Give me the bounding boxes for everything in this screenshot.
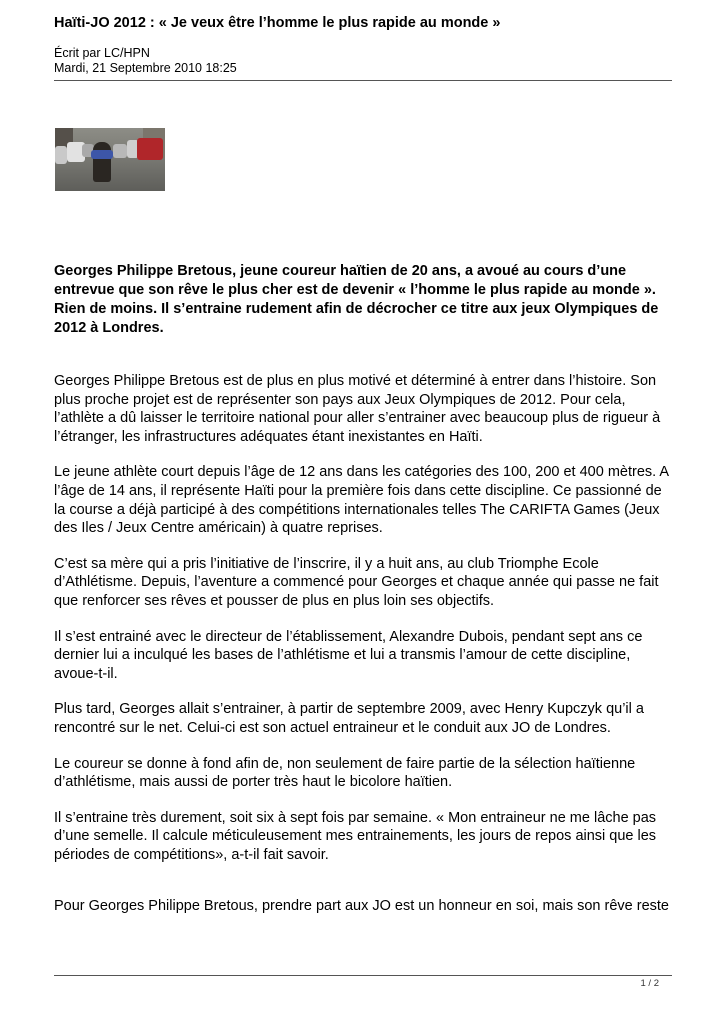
paragraph: Pour Georges Philippe Bretous, prendre part aux JO est un honneur en soi, mais son rêve reste — [54, 898, 669, 915]
article-photo — [55, 128, 165, 191]
paragraph: Plus tard, Georges allait s’entrainer, à partir de septembre 2009, avec Henry Kupczyk qu’il a rencontré sur le net. Celui-ci est son actuel entraineur et le conduit aux JO de Londres. — [54, 701, 644, 736]
page-number: 1 / 2 — [640, 978, 659, 989]
header-divider — [54, 80, 672, 81]
paragraph: Georges Philippe Bretous est de plus en plus motivé et déterminé à entrer dans l’histoire. Son plus proche projet est de représenter son pays aux Jeux Olympiques de 2012. Pour cela, l’athlète a dû laisser le territoire national pour aller s’entrainer avec beaucoup plus de rigueur à l’étranger, les infrastructures adéquates étant inexistantes en Haïti. — [54, 373, 661, 445]
runner-figure — [93, 142, 111, 182]
article-lead: Georges Philippe Bretous, jeune coureur haïtien de 20 ans, a avoué au cours d’une entrevue que son rêve le plus cher est de devenir « l’homme le plus rapide au monde ». Rien de moins. Il s’entraine rudement afin de décrocher ce titre aux jeux Olympiques de 2012 à Londres. — [54, 263, 659, 336]
paragraph: Le jeune athlète court depuis l’âge de 12 ans dans les catégories des 100, 200 et 400 mètres. A l’âge de 14 ans, il représente Haïti pour la première fois dans cette discipline. Ce passionné de la course a déjà participé à des compétitions internationales telles The CARIFTA Games (Jeux des Iles / Jeux Centre américain) à quatre reprises. — [54, 464, 669, 537]
article-body — [54, 372, 674, 933]
article-title: Haïti-JO 2012 : « Je veux être l’homme le plus rapide au monde » — [54, 15, 501, 31]
article-date: Mardi, 21 Septembre 2010 18:25 — [54, 61, 237, 75]
paragraph: Il s’est entrainé avec le directeur de l’établissement, Alexandre Dubois, pendant sept ans ce dernier lui a inculqué les bases de l’athlétisme et lui a transmis l’amour de cette discipline, avoue-t-il. — [54, 628, 643, 682]
article-meta — [54, 46, 237, 76]
paragraph: Le coureur se donne à fond afin de, non seulement de faire partie de la sélection haïtienne d’athlétisme, mais aussi de porter très haut le bicolore haïtien. — [54, 755, 636, 791]
article-author: Écrit par LC/HPN — [54, 46, 150, 60]
footer-divider — [54, 975, 672, 976]
paragraph: Il s’entraine très durement, soit six à sept fois par semaine. « Mon entraineur ne me lâche pas d’une semelle. Il calcule méticuleusement mes entrainements, les jours de repos ainsi que les périodes de compétitions», a-t-il fait savoir. — [54, 809, 657, 863]
paragraph: C’est sa mère qui a pris l’initiative de l’inscrire, il y a huit ans, au club Triomphe Ecole d’Athlétisme. Depuis, l’aventure a commencé pour Georges et chaque année qui passe ne fait que renforcer ses rêves et pousser de plus en plus loin ses objectifs. — [54, 555, 659, 609]
